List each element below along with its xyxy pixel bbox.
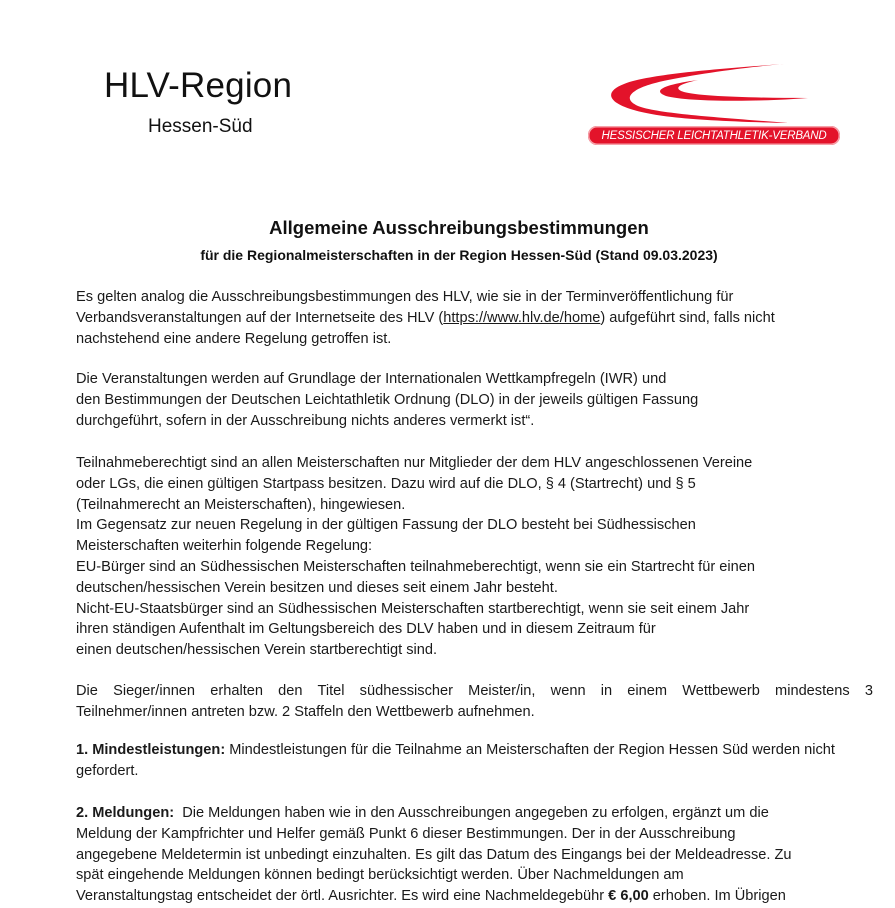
text-line: oder LGs, die einen gültigen Startpass besitzen. Dazu wird auf die DLO, § 4 (Startrecht) und § 5 bbox=[76, 475, 696, 492]
late-entry-fee: € 6,00 bbox=[608, 888, 649, 905]
hlv-logo bbox=[588, 60, 842, 148]
paragraph-eligibility bbox=[76, 453, 881, 661]
document-title: Allgemeine Ausschreibungsbestimmungen bbox=[269, 217, 649, 238]
section-heading: 1. Mindestleistungen: bbox=[76, 742, 226, 758]
text-line: Meldung der Kampfrichter und Helfer gemäß Punkt 6 dieser Bestimmungen. Der in der Ausschreibung bbox=[76, 825, 736, 842]
section-meldungen bbox=[76, 803, 881, 907]
text-segment: ) aufgeführt sind, falls nicht bbox=[600, 309, 775, 326]
text-segment: Verbandsveranstaltungen auf der Internetseite des HLV ( bbox=[76, 309, 444, 326]
hlv-website-link[interactable]: https://www.hlv.de/home bbox=[443, 309, 601, 326]
text-line: Es gelten analog die Ausschreibungsbestimmungen des HLV, wie sie in der Terminveröffentlichung für bbox=[76, 289, 734, 305]
text-line bbox=[76, 308, 881, 329]
text-segment: erhoben. Im Übrigen bbox=[648, 888, 786, 905]
logo-band bbox=[588, 126, 840, 145]
text-segment: Veranstaltungstag entscheidet der örtl. Ausrichter. Es wird eine Nachmeldegebühr bbox=[76, 888, 609, 905]
text-line: (Teilnahmerecht an Meisterschaften), hingewiesen. bbox=[76, 496, 406, 513]
text-line: Nicht-EU-Staatsbürger sind an Südhessischen Meisterschaften startberechtigt, wenn sie seit einem Jahr bbox=[76, 600, 750, 617]
text-segment: Mindestleistungen für die Teilnahme an Meisterschaften der Region Hessen Süd werden nicht bbox=[225, 742, 835, 758]
paragraph-iwr-dlo bbox=[76, 369, 881, 431]
text-line: Teilnahmeberechtigt sind an allen Meisterschaften nur Mitglieder der dem HLV angeschlossenen Vereine bbox=[76, 455, 753, 471]
region-subtitle: Hessen-Süd bbox=[148, 116, 253, 137]
text-line: nachstehend eine andere Regelung getroffen ist. bbox=[76, 330, 392, 347]
text-line: Die Sieger/innen erhalten den Titel südhessischer Meister/in, wenn in einem Wettbewerb mindestens 3 bbox=[76, 683, 873, 699]
paragraph-hlv-rules bbox=[76, 287, 881, 349]
text-line: gefordert. bbox=[76, 762, 139, 779]
text-line: spät eingehende Meldungen können bedingt berücksichtigt werden. Über Nachmeldungen am bbox=[76, 867, 684, 884]
text-line: deutschen/hessischen Verein besitzen und dieses seit einem Jahr besteht. bbox=[76, 579, 558, 596]
section-heading: 2. Meldungen: bbox=[76, 805, 175, 821]
text-line bbox=[76, 886, 881, 907]
text-line: Im Gegensatz zur neuen Regelung in der gültigen Fassung der DLO besteht bei Südhessischen bbox=[76, 517, 696, 534]
text-segment: Die Meldungen haben wie in den Ausschreibungen angegeben zu erfolgen, ergänzt um die bbox=[174, 805, 769, 821]
text-line: angegebene Meldetermin ist unbedingt einzuhalten. Es gilt das Datum des Eingangs bei der Meldeadresse. Zu bbox=[76, 846, 792, 863]
text-line: Teilnehmer/innen antreten bzw. 2 Staffeln den Wettbewerb aufnehmen. bbox=[76, 703, 535, 720]
text-line: Die Veranstaltungen werden auf Grundlage der Internationalen Wettkampfregeln (IWR) und bbox=[76, 371, 667, 387]
text-line bbox=[76, 803, 881, 824]
text-line: durchgeführt, sofern in der Ausschreibung nichts anderes vermerkt ist“. bbox=[76, 412, 535, 429]
text-line: Meisterschaften weiterhin folgende Regelung: bbox=[76, 538, 373, 555]
text-line: EU-Bürger sind an Südhessischen Meisterschaften teilnahmeberechtigt, wenn sie ein Startrecht für einen bbox=[76, 558, 755, 575]
text-line bbox=[76, 740, 881, 761]
document-subtitle: für die Regionalmeisterschaften in der Region Hessen-Süd (Stand 09.03.2023) bbox=[200, 247, 718, 263]
section-mindestleistungen bbox=[76, 740, 881, 782]
logo-text: HESSISCHER LEICHTATHLETIK-VERBAND bbox=[601, 129, 827, 142]
paragraph-champion-title bbox=[76, 681, 881, 723]
text-line: den Bestimmungen der Deutschen Leichtathletik Ordnung (DLO) in der jeweils gültigen Fassung bbox=[76, 391, 699, 408]
text-line: einen deutschen/hessischen Verein startberechtigt sind. bbox=[76, 642, 438, 659]
text-line: ihren ständigen Aufenthalt im Geltungsbereich des DLV haben und in diesem Zeitraum für bbox=[76, 621, 656, 638]
swoosh-logo-icon bbox=[588, 60, 842, 128]
region-title: HLV-Region bbox=[104, 66, 293, 105]
